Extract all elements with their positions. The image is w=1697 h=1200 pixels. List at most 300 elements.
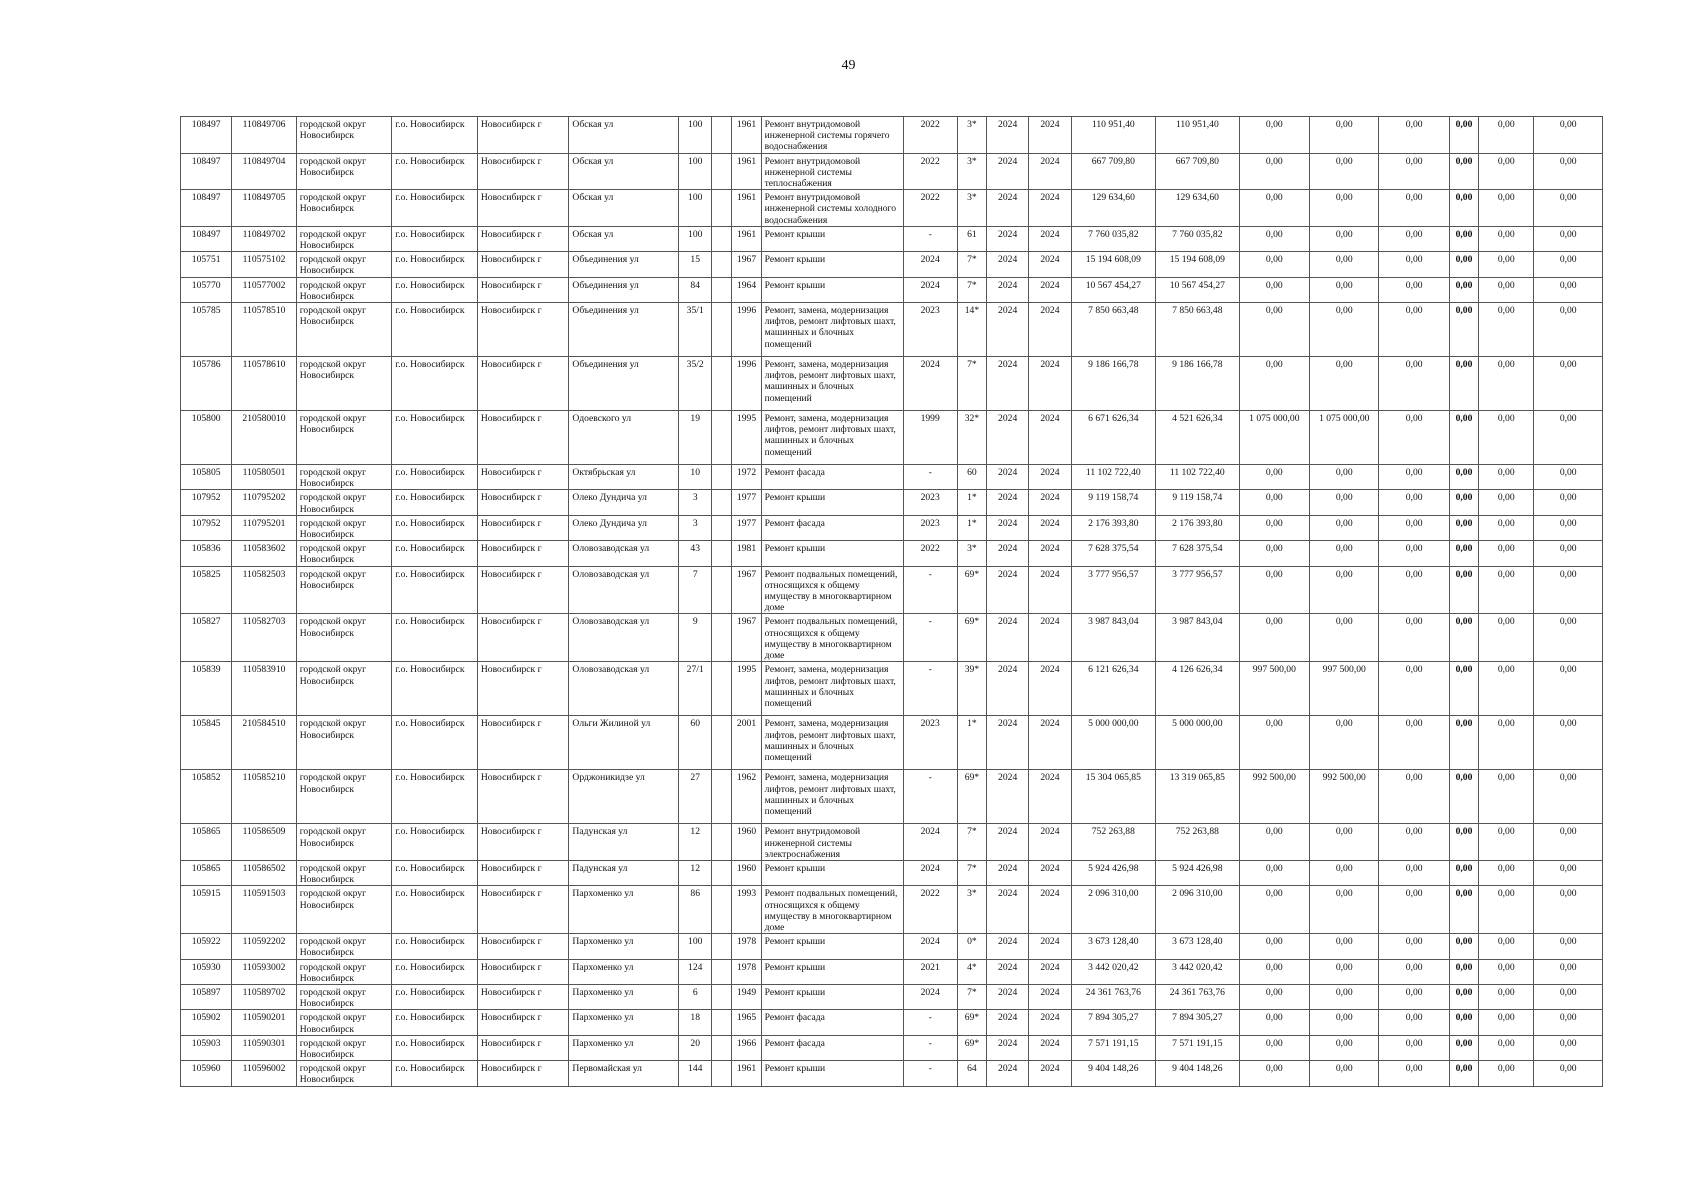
cell-year-built: 1961 [732,1061,761,1086]
table-row [181,984,1603,1009]
cell-plan-end: 2024 [1029,411,1071,465]
cell-fund-cost: 7 894 305,27 [1156,1010,1240,1035]
cell-district: г.о. Новосибирск [392,465,478,490]
cell-reserve-a: 0,00 [1479,153,1534,190]
cell-locality: Новосибирск г [477,226,569,251]
cell-house-number: 15 [679,252,712,277]
cell-reserve-b: 0,00 [1534,886,1603,934]
cell-total-cost: 7 571 191,15 [1071,1035,1156,1060]
cell-fund-cost: 7 760 035,82 [1156,226,1240,251]
cell-total-cost: 15 304 065,85 [1071,770,1156,824]
cell-locality: Новосибирск г [477,1061,569,1086]
cell-house-id: 107952 [181,515,232,540]
cell-house-number: 19 [679,411,712,465]
cell-reserve-a: 0,00 [1479,490,1534,515]
table-row [181,959,1603,984]
cell-item-code: 110586509 [232,824,296,861]
cell-plan-start: 2024 [987,959,1029,984]
cell-house-id: 105915 [181,886,232,934]
cell-municipality: городской округ Новосибирск [296,1061,392,1086]
cell-last-repair-year: 2022 [903,190,957,227]
cell-plan-end: 2024 [1029,252,1071,277]
cell-other-cost: 0,00 [1449,252,1478,277]
cell-owner-cost: 0,00 [1379,1010,1449,1035]
cell-house-id: 105805 [181,465,232,490]
cell-year-built: 1996 [732,357,761,411]
cell-municipality: городской округ Новосибирск [296,357,392,411]
cell-fund-cost: 3 777 956,57 [1156,566,1240,614]
cell-house-id: 108497 [181,117,232,154]
cell-total-cost: 3 777 956,57 [1071,566,1156,614]
cell-reserve-a: 0,00 [1479,934,1534,959]
cell-item-code: 110589702 [232,984,296,1009]
cell-work-type: Ремонт, замена, модернизация лифтов, ремонт лифтовых шахт, машинных и блочных помещений [761,303,903,357]
cell-reserve-b: 0,00 [1534,117,1603,154]
cell-owner-cost: 0,00 [1379,860,1449,885]
cell-plan-end: 2024 [1029,662,1071,716]
cell-house-id: 108497 [181,153,232,190]
cell-house-number: 124 [679,959,712,984]
cell-house-id: 105800 [181,411,232,465]
cell-reserve-b: 0,00 [1534,515,1603,540]
cell-plan-start: 2024 [987,357,1029,411]
cell-owner-cost: 0,00 [1379,153,1449,190]
cell-house-number: 12 [679,824,712,861]
cell-wear: 1* [957,716,986,770]
cell-work-type: Ремонт крыши [761,541,903,566]
cell-fund-cost: 15 194 608,09 [1156,252,1240,277]
cell-municipality: городской округ Новосибирск [296,411,392,465]
table-row [181,465,1603,490]
cell-plan-start: 2024 [987,117,1029,154]
cell-fund-cost: 110 951,40 [1156,117,1240,154]
cell-plan-start: 2024 [987,614,1029,662]
table-row [181,614,1603,662]
cell-wear: 3* [957,190,986,227]
cell-total-cost: 9 186 166,78 [1071,357,1156,411]
cell-building [712,1035,732,1060]
cell-total-cost: 667 709,80 [1071,153,1156,190]
cell-wear: 7* [957,984,986,1009]
table-row [181,515,1603,540]
cell-house-id: 105865 [181,824,232,861]
cell-item-code: 110582703 [232,614,296,662]
cell-fund-cost: 667 709,80 [1156,153,1240,190]
cell-building [712,662,732,716]
cell-budget-cost: 1 075 000,00 [1239,411,1309,465]
cell-work-type: Ремонт крыши [761,860,903,885]
cell-plan-start: 2024 [987,1035,1029,1060]
cell-subsidy-cost: 0,00 [1310,515,1379,540]
cell-total-cost: 6 121 626,34 [1071,662,1156,716]
cell-house-id: 105785 [181,303,232,357]
cell-plan-end: 2024 [1029,984,1071,1009]
cell-building [712,252,732,277]
cell-item-code: 110849705 [232,190,296,227]
cell-district: г.о. Новосибирск [392,226,478,251]
cell-owner-cost: 0,00 [1379,770,1449,824]
cell-plan-start: 2024 [987,465,1029,490]
cell-municipality: городской округ Новосибирск [296,824,392,861]
cell-last-repair-year: 2024 [903,860,957,885]
cell-reserve-a: 0,00 [1479,662,1534,716]
cell-street: Олеко Дундича ул [569,490,679,515]
cell-locality: Новосибирск г [477,117,569,154]
page-number: 49 [841,58,856,73]
cell-plan-start: 2024 [987,860,1029,885]
table-row [181,411,1603,465]
cell-work-type: Ремонт подвальных помещений, относящихся к общему имуществу в многоквартирном доме [761,614,903,662]
cell-municipality: городской округ Новосибирск [296,117,392,154]
cell-fund-cost: 9 119 158,74 [1156,490,1240,515]
cell-budget-cost: 0,00 [1239,541,1309,566]
cell-plan-end: 2024 [1029,886,1071,934]
cell-fund-cost: 9 186 166,78 [1156,357,1240,411]
cell-year-built: 1960 [732,824,761,861]
cell-fund-cost: 3 987 843,04 [1156,614,1240,662]
cell-last-repair-year: 2023 [903,515,957,540]
cell-subsidy-cost: 0,00 [1310,541,1379,566]
cell-building [712,716,732,770]
cell-house-id: 105930 [181,959,232,984]
cell-plan-start: 2024 [987,303,1029,357]
cell-reserve-b: 0,00 [1534,190,1603,227]
cell-municipality: городской округ Новосибирск [296,662,392,716]
cell-reserve-a: 0,00 [1479,1010,1534,1035]
cell-total-cost: 3 442 020,42 [1071,959,1156,984]
cell-street: Объединения ул [569,277,679,302]
cell-district: г.о. Новосибирск [392,934,478,959]
cell-reserve-a: 0,00 [1479,541,1534,566]
table-row [181,252,1603,277]
cell-budget-cost: 0,00 [1239,303,1309,357]
cell-house-number: 35/1 [679,303,712,357]
cell-house-number: 86 [679,886,712,934]
cell-last-repair-year: - [903,566,957,614]
cell-locality: Новосибирск г [477,959,569,984]
cell-owner-cost: 0,00 [1379,824,1449,861]
cell-reserve-a: 0,00 [1479,824,1534,861]
cell-reserve-a: 0,00 [1479,886,1534,934]
cell-subsidy-cost: 0,00 [1310,226,1379,251]
cell-total-cost: 5 000 000,00 [1071,716,1156,770]
cell-item-code: 110849702 [232,226,296,251]
cell-total-cost: 11 102 722,40 [1071,465,1156,490]
cell-work-type: Ремонт внутридомовой инженерной системы электроснабжения [761,824,903,861]
cell-reserve-a: 0,00 [1479,252,1534,277]
cell-plan-end: 2024 [1029,824,1071,861]
cell-reserve-b: 0,00 [1534,984,1603,1009]
cell-house-number: 27/1 [679,662,712,716]
cell-building [712,490,732,515]
program-table [180,116,1603,1087]
cell-plan-end: 2024 [1029,959,1071,984]
cell-plan-end: 2024 [1029,277,1071,302]
cell-wear: 39* [957,662,986,716]
cell-district: г.о. Новосибирск [392,566,478,614]
cell-work-type: Ремонт фасада [761,1010,903,1035]
cell-reserve-b: 0,00 [1534,465,1603,490]
cell-locality: Новосибирск г [477,860,569,885]
cell-budget-cost: 0,00 [1239,984,1309,1009]
cell-reserve-a: 0,00 [1479,515,1534,540]
cell-subsidy-cost: 0,00 [1310,959,1379,984]
cell-municipality: городской округ Новосибирск [296,303,392,357]
cell-locality: Новосибирск г [477,886,569,934]
cell-house-number: 6 [679,984,712,1009]
cell-item-code: 110592202 [232,934,296,959]
cell-item-code: 110795202 [232,490,296,515]
cell-locality: Новосибирск г [477,614,569,662]
cell-budget-cost: 0,00 [1239,465,1309,490]
cell-work-type: Ремонт подвальных помещений, относящихся к общему имуществу в многоквартирном доме [761,566,903,614]
cell-subsidy-cost: 0,00 [1310,1010,1379,1035]
cell-district: г.о. Новосибирск [392,824,478,861]
cell-plan-start: 2024 [987,153,1029,190]
cell-total-cost: 752 263,88 [1071,824,1156,861]
table-body [181,117,1603,1087]
cell-item-code: 210580010 [232,411,296,465]
cell-work-type: Ремонт крыши [761,934,903,959]
cell-locality: Новосибирск г [477,1035,569,1060]
cell-last-repair-year: - [903,770,957,824]
cell-building [712,303,732,357]
cell-district: г.о. Новосибирск [392,541,478,566]
cell-wear: 69* [957,1010,986,1035]
cell-municipality: городской округ Новосибирск [296,934,392,959]
cell-reserve-b: 0,00 [1534,357,1603,411]
cell-year-built: 1972 [732,465,761,490]
cell-house-number: 27 [679,770,712,824]
cell-house-number: 10 [679,465,712,490]
cell-fund-cost: 3 442 020,42 [1156,959,1240,984]
cell-year-built: 1996 [732,303,761,357]
cell-house-number: 100 [679,153,712,190]
cell-subsidy-cost: 0,00 [1310,357,1379,411]
cell-district: г.о. Новосибирск [392,860,478,885]
cell-owner-cost: 0,00 [1379,1061,1449,1086]
cell-locality: Новосибирск г [477,541,569,566]
cell-owner-cost: 0,00 [1379,959,1449,984]
cell-budget-cost: 0,00 [1239,117,1309,154]
cell-district: г.о. Новосибирск [392,490,478,515]
cell-year-built: 1949 [732,984,761,1009]
cell-year-built: 1962 [732,770,761,824]
cell-plan-end: 2024 [1029,465,1071,490]
cell-reserve-a: 0,00 [1479,357,1534,411]
cell-building [712,515,732,540]
cell-municipality: городской округ Новосибирск [296,541,392,566]
cell-fund-cost: 13 319 065,85 [1156,770,1240,824]
cell-wear: 3* [957,886,986,934]
table-row [181,226,1603,251]
cell-fund-cost: 2 096 310,00 [1156,886,1240,934]
cell-plan-start: 2024 [987,541,1029,566]
cell-municipality: городской округ Новосибирск [296,465,392,490]
cell-year-built: 1966 [732,1035,761,1060]
cell-year-built: 1961 [732,153,761,190]
cell-year-built: 1977 [732,490,761,515]
cell-wear: 1* [957,515,986,540]
table-row [181,934,1603,959]
cell-reserve-b: 0,00 [1534,934,1603,959]
cell-item-code: 110590301 [232,1035,296,1060]
cell-street: Обская ул [569,226,679,251]
cell-year-built: 1967 [732,614,761,662]
cell-reserve-a: 0,00 [1479,716,1534,770]
cell-fund-cost: 752 263,88 [1156,824,1240,861]
cell-plan-start: 2024 [987,566,1029,614]
cell-work-type: Ремонт крыши [761,226,903,251]
cell-work-type: Ремонт внутридомовой инженерной системы теплоснабжения [761,153,903,190]
cell-wear: 3* [957,153,986,190]
cell-reserve-a: 0,00 [1479,190,1534,227]
cell-work-type: Ремонт крыши [761,959,903,984]
cell-plan-end: 2024 [1029,190,1071,227]
cell-other-cost: 0,00 [1449,226,1478,251]
cell-plan-end: 2024 [1029,716,1071,770]
cell-house-number: 100 [679,934,712,959]
cell-other-cost: 0,00 [1449,824,1478,861]
cell-last-repair-year: 2022 [903,153,957,190]
cell-year-built: 1978 [732,959,761,984]
cell-fund-cost: 3 673 128,40 [1156,934,1240,959]
cell-item-code: 110849706 [232,117,296,154]
cell-subsidy-cost: 0,00 [1310,465,1379,490]
cell-budget-cost: 0,00 [1239,252,1309,277]
cell-district: г.о. Новосибирск [392,190,478,227]
cell-reserve-b: 0,00 [1534,1010,1603,1035]
cell-building [712,357,732,411]
cell-house-id: 105960 [181,1061,232,1086]
cell-locality: Новосибирск г [477,190,569,227]
cell-building [712,614,732,662]
cell-street: Падунская ул [569,824,679,861]
cell-other-cost: 0,00 [1449,153,1478,190]
cell-building [712,541,732,566]
cell-other-cost: 0,00 [1449,190,1478,227]
cell-fund-cost: 7 571 191,15 [1156,1035,1240,1060]
cell-street: Объединения ул [569,303,679,357]
cell-work-type: Ремонт крыши [761,490,903,515]
cell-subsidy-cost: 0,00 [1310,190,1379,227]
cell-subsidy-cost: 0,00 [1310,277,1379,302]
cell-municipality: городской округ Новосибирск [296,959,392,984]
cell-subsidy-cost: 0,00 [1310,934,1379,959]
cell-house-id: 105922 [181,934,232,959]
cell-locality: Новосибирск г [477,277,569,302]
cell-last-repair-year: 2023 [903,303,957,357]
cell-street: Оловозаводская ул [569,566,679,614]
cell-municipality: городской округ Новосибирск [296,860,392,885]
cell-street: Одоевского ул [569,411,679,465]
cell-plan-end: 2024 [1029,490,1071,515]
cell-street: Оловозаводская ул [569,614,679,662]
cell-house-number: 100 [679,190,712,227]
table-row [181,1010,1603,1035]
cell-fund-cost: 7 850 663,48 [1156,303,1240,357]
cell-locality: Новосибирск г [477,770,569,824]
cell-district: г.о. Новосибирск [392,770,478,824]
cell-work-type: Ремонт крыши [761,984,903,1009]
cell-wear: 69* [957,770,986,824]
cell-item-code: 110583910 [232,662,296,716]
cell-work-type: Ремонт, замена, модернизация лифтов, ремонт лифтовых шахт, машинных и блочных помещений [761,716,903,770]
cell-building [712,824,732,861]
cell-reserve-b: 0,00 [1534,716,1603,770]
cell-reserve-b: 0,00 [1534,1035,1603,1060]
table-row [181,1061,1603,1086]
cell-locality: Новосибирск г [477,357,569,411]
cell-work-type: Ремонт, замена, модернизация лифтов, ремонт лифтовых шахт, машинных и блочных помещений [761,662,903,716]
cell-owner-cost: 0,00 [1379,190,1449,227]
cell-house-id: 105770 [181,277,232,302]
cell-subsidy-cost: 0,00 [1310,984,1379,1009]
cell-fund-cost: 4 126 626,34 [1156,662,1240,716]
cell-street: Оловозаводская ул [569,541,679,566]
cell-district: г.о. Новосибирск [392,153,478,190]
cell-item-code: 110578510 [232,303,296,357]
cell-wear: 3* [957,117,986,154]
cell-item-code: 110795201 [232,515,296,540]
cell-item-code: 110586502 [232,860,296,885]
cell-reserve-b: 0,00 [1534,959,1603,984]
cell-street: Пархоменко ул [569,886,679,934]
cell-reserve-a: 0,00 [1479,984,1534,1009]
cell-total-cost: 2 176 393,80 [1071,515,1156,540]
cell-district: г.о. Новосибирск [392,959,478,984]
cell-reserve-b: 0,00 [1534,614,1603,662]
cell-house-number: 84 [679,277,712,302]
cell-plan-start: 2024 [987,984,1029,1009]
cell-plan-end: 2024 [1029,541,1071,566]
cell-budget-cost: 0,00 [1239,1061,1309,1086]
cell-street: Оловозаводская ул [569,662,679,716]
cell-budget-cost: 0,00 [1239,860,1309,885]
cell-reserve-b: 0,00 [1534,770,1603,824]
cell-street: Пархоменко ул [569,1010,679,1035]
cell-reserve-a: 0,00 [1479,226,1534,251]
cell-subsidy-cost: 0,00 [1310,303,1379,357]
cell-municipality: городской округ Новосибирск [296,770,392,824]
cell-subsidy-cost: 0,00 [1310,886,1379,934]
cell-municipality: городской округ Новосибирск [296,515,392,540]
cell-owner-cost: 0,00 [1379,566,1449,614]
table-row [181,357,1603,411]
cell-work-type: Ремонт крыши [761,277,903,302]
cell-plan-end: 2024 [1029,1035,1071,1060]
cell-plan-end: 2024 [1029,770,1071,824]
cell-fund-cost: 5 924 426,98 [1156,860,1240,885]
cell-house-id: 105903 [181,1035,232,1060]
cell-subsidy-cost: 0,00 [1310,1061,1379,1086]
cell-reserve-a: 0,00 [1479,1035,1534,1060]
cell-plan-end: 2024 [1029,566,1071,614]
cell-owner-cost: 0,00 [1379,614,1449,662]
cell-work-type: Ремонт подвальных помещений, относящихся к общему имуществу в многоквартирном доме [761,886,903,934]
cell-building [712,770,732,824]
cell-building [712,984,732,1009]
cell-other-cost: 0,00 [1449,1035,1478,1060]
cell-locality: Новосибирск г [477,716,569,770]
cell-wear: 60 [957,465,986,490]
cell-work-type: Ремонт крыши [761,1061,903,1086]
cell-house-number: 20 [679,1035,712,1060]
cell-building [712,277,732,302]
cell-plan-end: 2024 [1029,303,1071,357]
cell-total-cost: 6 671 626,34 [1071,411,1156,465]
table-row [181,566,1603,614]
